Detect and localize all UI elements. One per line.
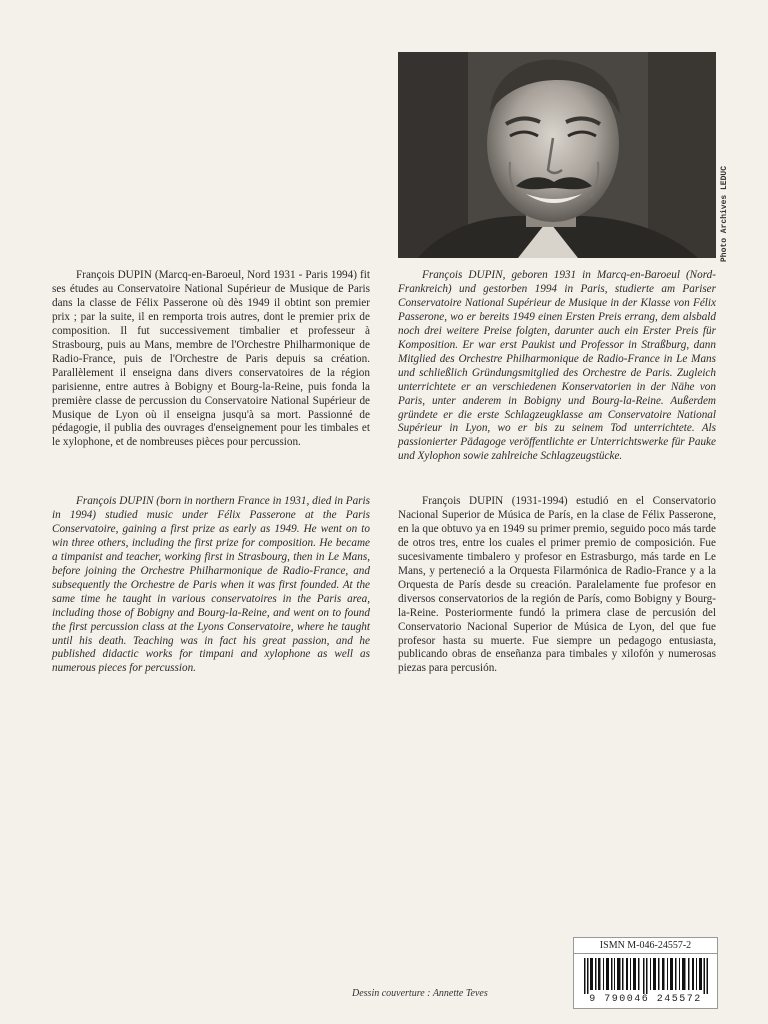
photo-credit: Photo Archives LEDUC [720, 165, 729, 262]
barcode-label [573, 937, 718, 1009]
biography-german: François DUPIN, geboren 1931 in Marcq-en-Baroeul (Nord-Frankreich) und gestorben 1994 in Paris, studierte am Pariser Conservatoire National Supérieur de Musique in der Klasse von Félix Passerone, wo er bereits 1949 einen Ersten Preis errang, dem alsbald noch drei weitere Preise folgten, darunter auch ein Erster Preis für Komposition. Er war erst Paukist und Professor in Straßburg, dann Mitglied des Orchestre Philharmonique de Radio-France in Le Mans und schließlich Gründungsmitglied des Orchestre de Paris. Zugleich unterrichtete er an verschiedenen Konservatorien in der Nähe von Paris, unter anderem in Bobigny und Bourg-la-Reine. Außerdem gründete er die erste Schlagzeugklasse am Conservatoire National Supérieur in Lyon, wo er bis zu seinem Tod unterrichtete. Als passionierter Pädagoge veröffentlichte er Unterrichtswerke für Pauke und Xylophon sowie zahlreiche Schlagzeugstücke. [398, 269, 716, 463]
ismn-number: ISMN M-046-24557-2 [599, 940, 692, 951]
portrait-photo [398, 52, 716, 258]
cover-credit: Dessin couverture : Annette Teves [352, 988, 488, 999]
biography-french: François DUPIN (Marcq-en-Baroeul, Nord 1931 - Paris 1994) fit ses études au Conservatoire National Supérieur de Musique de Paris dans la classe de Félix Passerone où dès 1949 il obtint son premier prix ; par la suite, il en remporta trois autres, dont le premier prix de composition. Il fut successivement timbalier et professeur à Strasbourg, puis au Mans, membre de l'Orchestre Philharmonique de Radio-France, puis de l'Orchestre de Paris depuis sa création. Parallèlement il enseigna dans divers conservatoires de la région parisienne, entre autres à Bobigny et Bourg-la-Reine, puis fonda la première classe de percussion du Conservatoire National Supérieur de Musique de Lyon où il enseigna jusqu'à sa mort. Passionné de pédagogie, il publia des ouvrages d'enseignement pour les timbales et le xylophone, et de nombreuses pièces pour percussion. [52, 269, 370, 449]
biography-spanish: François DUPIN (1931-1994) estudió en el Conservatorio Nacional Superior de Música de París, en la clase de Félix Passerone, en la que obtuvo ya en 1949 su primer premio, seguido poco más tarde de otros tres, entre los cuales el primer premio de composición. Fue sucesivamente timbalero y profesor en Estrasburgo, más tarde en Le Mans, y perteneció a la Orquesta Filarmónica de Radio-France y a la Orquesta de París desde su creación. Paralelamente fue profesor en diversos conservatorios de la región de París, como Bobigny y Bourg-la-Reine. Posteriormente fundó la primera clase de percusión del Conservatorio Nacional Superior de Música de Lyon, del que fue profesor hasta su muerte. Fue siempre un pedagogo entusiasta, publicando obras de enseñanza para timbales y xilofón y numerosas piezas para percusión. [398, 495, 716, 675]
barcode-digits: 9 790046 245572 [589, 994, 702, 1005]
portrait-illustration [398, 52, 716, 258]
biography-english: François DUPIN (born in northern France in 1931, died in Paris in 1994) studied music under Félix Passerone at the Paris Conservatoire, gaining a first prize as early as 1949. He went on to win three others, including the first prize for composition. He became a timpanist and teacher, working first in Strasbourg, then in Le Mans, before joining the Orchestre Philharmonique de Radio-France, and subsequently the Orchestre de Paris when it was first founded. At the same time he taught in various conservatoires in the Paris area, including those of Bobigny and Bourg-la-Reine, and went on to found the first percussion class at the Lyons Conservatoire, where he taught until his death. Teaching was in fact his great passion, and he published didactic works for timpani and xylophone as well as numerous pieces for percussion. [52, 495, 370, 675]
barcode-icon [584, 958, 708, 994]
